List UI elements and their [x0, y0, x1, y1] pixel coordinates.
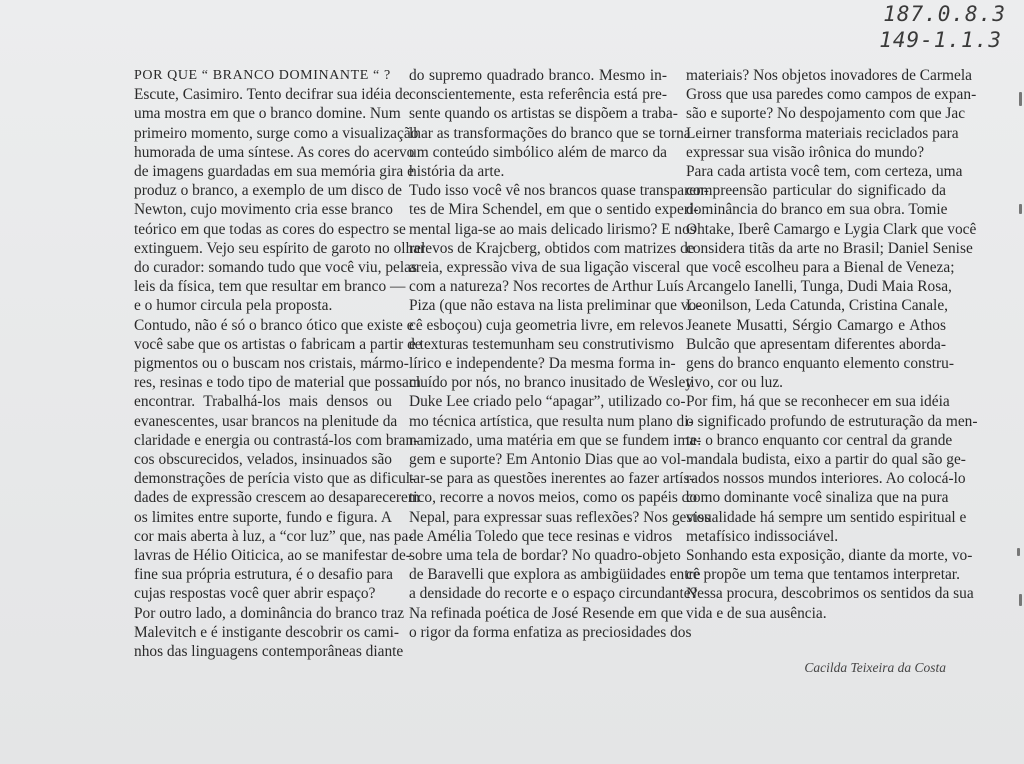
text-line: te: o branco enquanto cor central da grande	[686, 431, 953, 449]
text-line: considera titãs da arte no Brasil; Daniel Senise	[686, 239, 973, 257]
text-line: cos obscurecidos, velados, insinuados são	[134, 451, 392, 469]
text-column-2	[409, 66, 711, 642]
text-line: que você escolheu para a Bienal de Veneza;	[686, 259, 955, 277]
text-line: mo técnica artística, que resulta num plano di-	[409, 412, 694, 430]
text-line: Nepal, para expressar suas reflexões? Nos gestos	[409, 508, 711, 526]
text-line: Escute, Casimiro. Tento decifrar sua idéia de	[134, 86, 410, 104]
binder-mark	[1019, 92, 1022, 106]
text-line: tes de Mira Schendel, em que o sentido experi-	[409, 201, 699, 219]
text-line: mental liga-se ao mais delicado lirismo? E nos	[409, 220, 696, 238]
text-line: Sonhando esta exposição, diante da morte, vo-	[686, 547, 973, 565]
handwritten-catalog-number: 187.0.8.3	[883, 2, 1006, 26]
column-1-body	[134, 85, 426, 661]
text-line: leis da física, tem que resultar em branco —	[134, 278, 406, 296]
text-line: expressar sua visão irônica do mundo?	[686, 143, 925, 161]
article-heading: POR QUE “ BRANCO DOMINANTE “ ?	[134, 68, 391, 83]
text-line: e texturas testemunham seu construtivismo	[409, 335, 675, 353]
text-line: lírico e independente? Da mesma forma in-	[409, 355, 676, 373]
text-line: cor mais aberta à luz, a “cor luz” que, nas pa-	[134, 527, 414, 545]
column-2-body	[409, 66, 711, 642]
text-line: pigmentos ou o buscam nos cristais, mármo-	[134, 355, 409, 373]
binder-mark	[1019, 204, 1022, 214]
text-line: rados nossos mundos interiores. Ao colocá-lo	[686, 470, 966, 488]
text-line: Leonilson, Leda Catunda, Cristina Canale,	[686, 297, 949, 315]
text-line: Newton, cujo movimento cria esse branco	[134, 201, 393, 219]
text-line: gens do branco enquanto elemento constru-	[686, 355, 954, 373]
text-line: nhos das linguagens contemporâneas diante	[134, 643, 404, 661]
text-line: e o humor circula pela proposta.	[134, 297, 333, 315]
text-line: dades de expressão crescem ao desaparecerem	[134, 489, 420, 507]
text-line: Leirner transforma materiais reciclados para	[686, 124, 959, 142]
text-line: Por fim, há que se reconhecer em sua idéia	[686, 393, 950, 411]
text-line: são e suporte? No despojamento com que Jac	[686, 105, 966, 123]
text-line: evanescentes, usar brancos na plenitude da	[134, 412, 398, 430]
text-column-3	[686, 66, 978, 623]
text-line: conscientemente, esta referência está pre-	[409, 86, 667, 104]
text-line: Piza (que não estava na lista preliminar que vo-	[409, 297, 702, 315]
text-line: você sabe que os artistas o fabricam a partir de	[134, 335, 422, 353]
text-line: primeiro momento, surge como a visualização	[134, 124, 419, 142]
text-line: do curador: somando tudo que você viu, pelas	[134, 259, 417, 277]
text-line: materiais? Nos objetos inovadores de Carmela	[686, 67, 972, 84]
text-line: mandala budista, eixo a partir do qual são ge-	[686, 451, 966, 469]
text-line: metafísico indissociável.	[686, 527, 839, 545]
text-line: os limites entre suporte, fundo e figura. A	[134, 508, 392, 526]
text-line: cujas respostas você quer abrir espaço?	[134, 585, 376, 603]
text-line: teórico em que todas as cores do espectro se	[134, 220, 406, 238]
text-line: claridade e energia ou contrastá-los com bran-	[134, 431, 419, 449]
text-line: Tudo isso você vê nos brancos quase transparen-	[409, 182, 709, 200]
text-line: Na refinada poética de José Resende em que	[409, 604, 683, 622]
text-line: Ohtake, Iberê Camargo e Lygia Clark que você	[686, 220, 977, 238]
text-line: cluído por nós, no branco inusitado de Wesley	[409, 374, 694, 392]
text-line: uma mostra em que o branco domine. Num	[134, 105, 401, 123]
text-line: fine sua própria estrutura, é o desafio para	[134, 566, 393, 584]
text-line: humorada de uma síntese. As cores do acervo	[134, 143, 415, 161]
text-line: Bulcão que apresentam diferentes aborda-	[686, 335, 946, 353]
text-line: cê propõe um tema que tentamos interpretar.	[686, 566, 960, 584]
text-line: dominância do branco em sua obra. Tomie	[686, 201, 948, 219]
text-line: a densidade do recorte e o espaço circundante?	[409, 585, 698, 603]
text-column-1	[134, 66, 426, 661]
text-line: Contudo, não é só o branco ótico que existe e	[134, 316, 414, 334]
text-line: lavras de Hélio Oiticica, ao se manifestar de-	[134, 547, 411, 565]
text-line: Duke Lee criado pelo “apagar”, utilizado co-	[409, 393, 686, 411]
text-line: tar-se para as questões inerentes ao fazer artís-	[409, 470, 695, 488]
text-line: de Baravelli que explora as ambigüidades entre	[409, 566, 701, 584]
author-signature: Cacilda Teixeira da Costa	[804, 660, 946, 675]
text-line: produz o branco, a exemplo de um disco de	[134, 182, 402, 200]
text-line: demonstrações de perícia visto que as dificul-	[134, 470, 416, 488]
text-line: com a natureza? Nos recortes de Arthur Luís	[409, 278, 684, 296]
text-line: como dominante você sinaliza que na pura	[686, 489, 949, 507]
text-line: vida e de sua ausência.	[686, 604, 827, 622]
binder-mark	[1017, 548, 1020, 556]
text-line: Malevitch e é instigante descobrir os cami-	[134, 623, 399, 641]
text-line: do supremo quadrado branco. Mesmo in-	[409, 67, 667, 84]
text-line: Jeanete Musatti, Sérgio Camargo e Athos	[686, 316, 946, 334]
text-line: gem e suporte? Em Antonio Dias que ao vol-	[409, 451, 686, 469]
text-line: história da arte.	[409, 163, 505, 181]
text-line: Gross que usa paredes como campos de expan-	[686, 86, 977, 104]
text-line: Arcangelo Ianelli, Tunga, Dudi Maia Rosa,	[686, 278, 952, 296]
text-line: sobre uma tela de bordar? No quadro-objeto	[409, 547, 681, 565]
text-line: Nessa procura, descobrimos os sentidos da sua	[686, 585, 974, 603]
text-line: namizado, uma matéria em que se fundem ima-	[409, 431, 702, 449]
text-line: um conteúdo simbólico além de marco da	[409, 143, 667, 161]
text-line: visualidade há sempre um sentido espiritual e	[686, 508, 967, 526]
text-line: cê esboçou) cuja geometria livre, em relevos	[409, 316, 684, 334]
handwritten-catalog-number-secondary: 149-1.1.3	[879, 28, 1002, 52]
text-line: tivo, cor ou luz.	[686, 374, 784, 392]
text-line: encontrar. Trabalhá-los mais densos ou	[134, 393, 392, 411]
text-line: o significado profundo de estruturação da men-	[686, 412, 978, 430]
text-line: lhar as transformações do branco que se torna	[409, 124, 691, 142]
text-line: res, resinas e todo tipo de material que possam	[134, 374, 421, 392]
text-line: compreensão particular do significado da	[686, 182, 946, 200]
text-line: tico, recorre a novos meios, como os papéis do	[409, 489, 698, 507]
text-line: de Amélia Toledo que tece resinas e vidros	[409, 527, 673, 545]
text-line: sente quando os artistas se dispõem a traba-	[409, 105, 678, 123]
text-line: o rigor da forma enfatiza as preciosidades dos	[409, 623, 692, 641]
text-line: extinguem. Vejo seu espírito de garoto no olhar	[134, 239, 426, 257]
text-line: de imagens guardadas em sua memória gira e	[134, 163, 414, 181]
text-line: Por outro lado, a dominância do branco traz	[134, 604, 405, 622]
text-line: Para cada artista você tem, com certeza, uma	[686, 163, 963, 181]
column-3-body	[686, 66, 978, 623]
binder-mark	[1019, 594, 1022, 606]
text-line: areia, expressão viva de sua ligação visceral	[409, 259, 681, 277]
text-line: relevos de Krajcberg, obtidos com matrizes de	[409, 239, 695, 257]
